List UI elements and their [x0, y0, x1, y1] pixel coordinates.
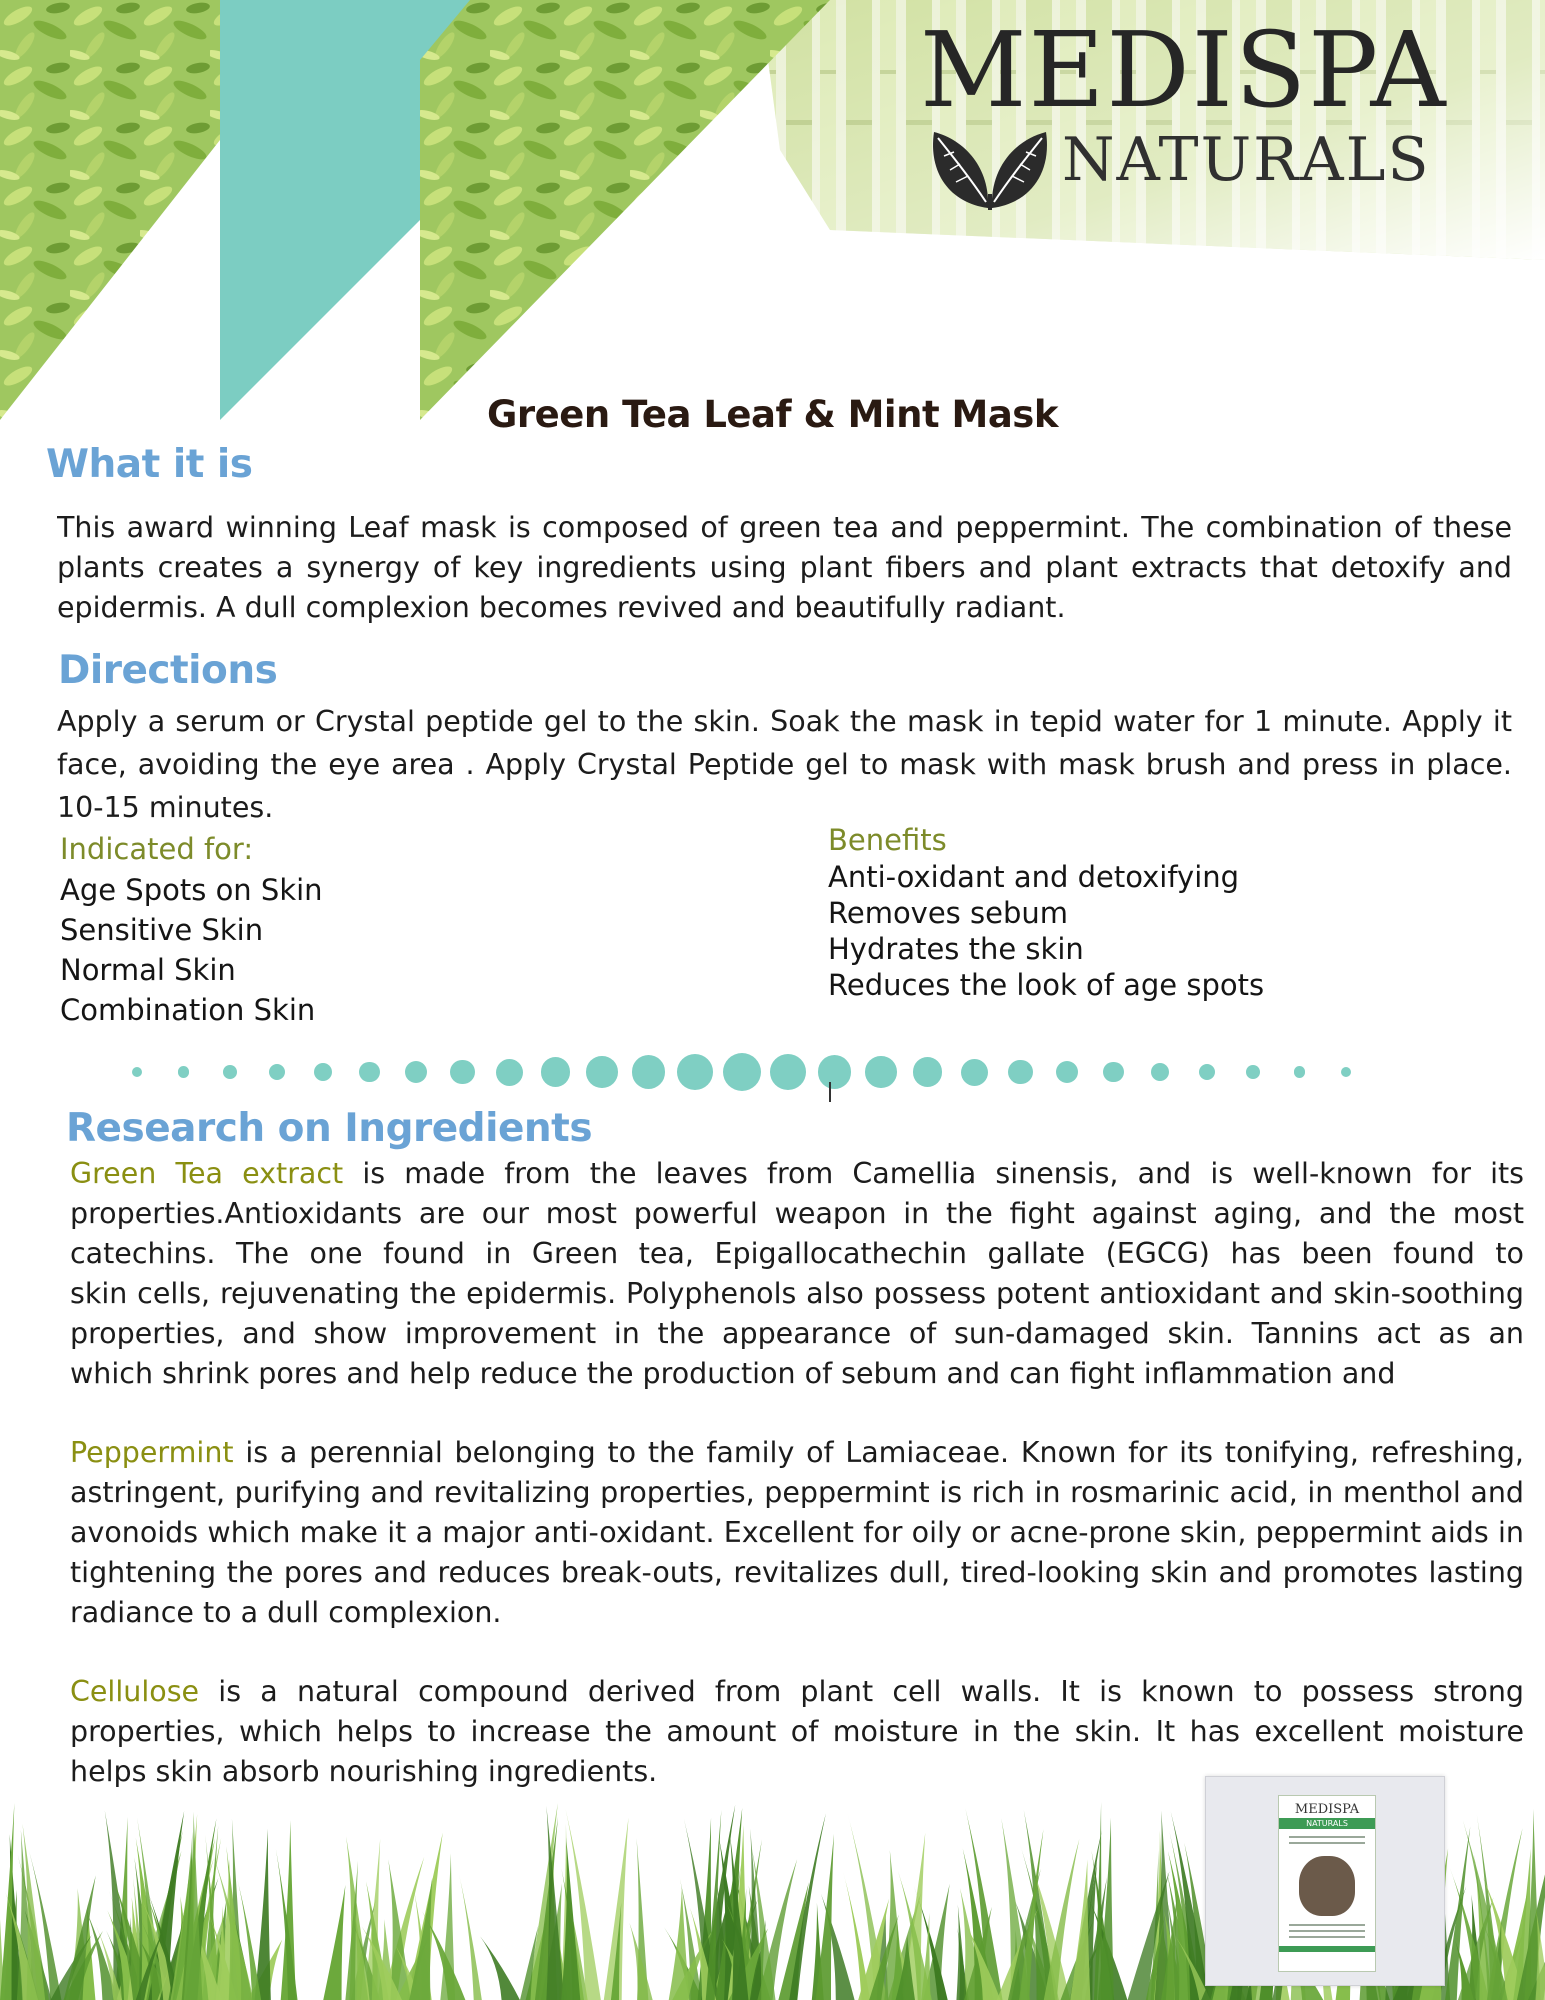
divider-dot	[1294, 1066, 1306, 1078]
product-text-line	[1289, 1936, 1365, 1938]
paragraph-line: Apply a serum or Crystal peptide gel to the skin. Soak the mask in tepid water for 1 minute. Apply it	[57, 705, 1512, 738]
what-it-is-paragraph	[57, 508, 1512, 628]
grass-blade	[459, 1874, 482, 2000]
divider-dot	[1056, 1061, 1079, 1084]
divider-dot	[359, 1062, 379, 1082]
paragraph-line: properties.Antioxidants are our most powerful weapon in the fight against aging, and the most	[70, 1197, 1524, 1230]
paragraph-line: which shrink pores and help reduce the production of sebum and can fight inflammation and	[70, 1357, 1396, 1390]
text-cursor-mark	[829, 1082, 831, 1102]
divider-dot	[770, 1054, 806, 1090]
page-title: Green Tea Leaf & Mint Mask	[487, 393, 1058, 436]
divider-dot	[496, 1059, 523, 1086]
paragraph-line: 10-15 minutes.	[57, 791, 274, 824]
divider-dot	[586, 1056, 617, 1087]
divider-dot	[178, 1066, 190, 1078]
paragraph-line: helps skin absorb nourishing ingredients.	[70, 1755, 658, 1788]
product-box	[1278, 1795, 1376, 1972]
paragraph-line: face, avoiding the eye area . Apply Crystal Peptide gel to mask with mask brush and press in place.	[57, 748, 1512, 781]
paragraph-line: epidermis. A dull complexion becomes revived and beautifully radiant.	[57, 591, 1066, 624]
divider-dot	[1103, 1062, 1123, 1082]
product-text-line	[1289, 1842, 1365, 1844]
list-item: Hydrates the skin	[828, 932, 1084, 966]
dotted-divider	[0, 1040, 1545, 1100]
paragraph-line: properties, and show improvement in the appearance of sun-damaged skin. Tannins act as an	[70, 1317, 1524, 1350]
paragraph-line: avonoids which make it a major anti-oxidant. Excellent for oily or acne-prone skin, peppermint aids in	[70, 1516, 1524, 1549]
list-item: Combination Skin	[60, 993, 316, 1027]
divider-dot	[223, 1065, 237, 1079]
list-item: Normal Skin	[60, 953, 236, 987]
product-text-line	[1289, 1836, 1365, 1838]
divider-dot	[405, 1061, 428, 1084]
grass-blade	[323, 1885, 345, 2000]
paragraph-line: plants creates a synergy of key ingredients using plant fibers and plant extracts that detoxify and	[57, 551, 1512, 584]
divider-dot	[314, 1063, 332, 1081]
paragraph-line: Green Tea extract is made from the leaves from Camellia sinensis, and is well-known for its	[70, 1157, 1524, 1190]
paragraph-line: properties, which helps to increase the amount of moisture in the skin. It has excellent moisture	[70, 1715, 1524, 1748]
benefits-heading: Benefits	[828, 823, 947, 857]
indicated-for-list	[60, 870, 323, 1030]
divider-dot	[961, 1059, 988, 1086]
paragraph-line: Cellulose is a natural compound derived from plant cell walls. It is known to possess strong	[70, 1675, 1524, 1708]
product-text-line	[1289, 1930, 1365, 1932]
divider-dot	[677, 1054, 713, 1090]
list-item: Anti-oxidant and detoxifying	[828, 860, 1240, 894]
paragraph-line: astringent, purifying and revitalizing properties, peppermint is rich in rosmarinic acid, in menthol and	[70, 1476, 1524, 1509]
list-item: Age Spots on Skin	[60, 873, 323, 907]
product-face-image	[1299, 1856, 1355, 1916]
paragraph-line: This award winning Leaf mask is composed of green tea and peppermint. The combination of these	[57, 511, 1512, 544]
divider-dot	[1341, 1067, 1351, 1077]
divider-dot	[269, 1064, 285, 1080]
what-it-is-heading: What it is	[46, 442, 253, 487]
grass-blade	[480, 1936, 520, 2000]
list-item: Sensitive Skin	[60, 913, 264, 947]
divider-dot	[450, 1060, 475, 1085]
product-green-band	[1279, 1946, 1375, 1952]
list-item: Reduces the look of age spots	[828, 968, 1265, 1002]
brand-logo-tagline: NATURALS	[1062, 125, 1431, 195]
divider-dot	[723, 1053, 761, 1091]
divider-dot	[541, 1057, 570, 1086]
divider-dot	[1199, 1064, 1215, 1080]
divider-dot	[1151, 1063, 1169, 1081]
ingredient-green-tea	[70, 1154, 1524, 1394]
divider-dot	[1008, 1060, 1033, 1085]
benefits-list	[828, 859, 1264, 1003]
ingredient-peppermint	[70, 1433, 1524, 1633]
research-heading: Research on Ingredients	[66, 1106, 593, 1151]
divider-dot	[865, 1056, 896, 1087]
divider-dot	[632, 1055, 666, 1089]
brand-logo-name: MEDISPA	[920, 9, 1448, 131]
paragraph-line: Peppermint is a perennial belonging to the family of Lamiaceae. Known for its tonifying, refreshing,	[70, 1436, 1524, 1469]
directions-heading: Directions	[58, 648, 278, 693]
product-brand: MEDISPA	[1294, 1802, 1360, 1817]
divider-dot	[818, 1055, 852, 1089]
ingredient-cellulose	[70, 1672, 1524, 1792]
grass-blade	[546, 1806, 564, 2000]
product-brand-sub: NATURALS	[1279, 1818, 1375, 1829]
product-package-photo	[1205, 1776, 1445, 1986]
ingredient-name: Cellulose	[70, 1675, 200, 1708]
grass-blade	[255, 1829, 271, 2000]
indicated-for-heading: Indicated for:	[60, 832, 254, 866]
divider-dot	[913, 1057, 942, 1086]
paragraph-line: skin cells, rejuvenating the epidermis. Polyphenols also possess potent antioxidant and skin-soothing	[70, 1277, 1524, 1310]
directions-paragraph	[57, 700, 1512, 829]
leaf-logo-icon	[920, 118, 1060, 214]
product-text-line	[1289, 1924, 1365, 1926]
divider-dot	[132, 1067, 142, 1077]
paragraph-line: catechins. The one found in Green tea, Epigallocathechin gallate (EGCG) has been found to	[70, 1237, 1524, 1270]
ingredient-name: Peppermint	[70, 1436, 234, 1469]
list-item: Removes sebum	[828, 896, 1069, 930]
paragraph-line: radiance to a dull complexion.	[70, 1596, 502, 1629]
ingredient-name: Green Tea extract	[70, 1157, 344, 1190]
divider-dot	[1246, 1065, 1260, 1079]
paragraph-line: tightening the pores and reduces break-outs, revitalizes dull, tired-looking skin and promotes lasting	[70, 1556, 1524, 1589]
